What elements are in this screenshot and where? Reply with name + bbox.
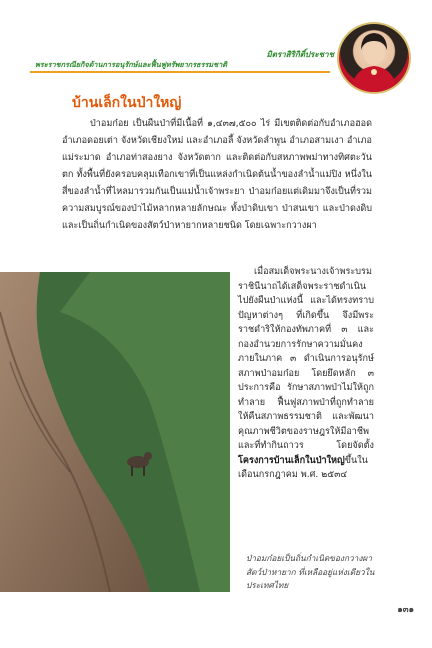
right-column-body: เมื่อสมเด็จพระนางเจ้าพระบรมราชินีนาถได้เสด็จพระราชดำเนินไปยังผืนป่าแห่งนี้ และได้ทรงทราบปัญหาต่างๆ ที่เกิดขึ้น จึงมีพระราชดำริให้กองทัพภาคที่ ๓ และกองอำนวยการรักษาความมั่นคงภายในภาค ๓ ดำเนินการอนุรักษ์สภาพป่าอมก๋อย โดยยึดหลัก ๓ ประการคือ รักษาสภาพป่าไม่ให้ถูกทำลาย ฟื้นฟูสภาพป่าที่ถูกทำลายให้คืนสภาพธรรมชาติ และพัฒนาคุณภาพชีวิตของราษฎรให้มีอาชีพและที่ทำกินถาวร โดยจัดตั้ง xyxy=(238,267,374,451)
header-rule xyxy=(30,71,330,73)
portrait-illustration xyxy=(339,24,409,92)
header-subtitle-line: พระราชกรณียกิจด้านการอนุรักษ์และฟื้นฟูทรัพยากรธรรมชาติ xyxy=(35,60,228,69)
photo-caption: ป่าอมก๋อยเป็นถิ่นกำเนิดของกวางผา สัตว์ป่าหายาก ที่เหลืออยู่แห่งเดียวในประเทศไทย xyxy=(246,553,375,590)
main-paragraph xyxy=(62,116,372,235)
mountain-cliff-illustration xyxy=(0,272,230,592)
project-name-bold: โครงการบ้านเล็กในป่าใหญ่ xyxy=(238,455,345,466)
right-column-tail: ขึ้นในเดือนกรกฎาคม พ.ศ. ๒๕๓๔ xyxy=(238,455,368,480)
right-column-text xyxy=(238,265,374,483)
header-title-line: มิตราสิริกิติ์ประชาช xyxy=(266,50,334,59)
main-paragraph-text: ป่าอมก๋อย เป็นผืนป่าที่มีเนื้อที่ ๑,๔๓๗,๕๐๐ ไร่ มีเขตติดต่อกับอำเภอฮอด อำเภอดอยเต่า จังหวัดเชียงใหม่ และอำเภอลี้ จังหวัดลำพูน อำเภอสามเงา อำเภอแม่ระมาด อำเภอท่าสองยาง จังหวัดตาก และติดต่อกับสหภาพพม่าทางทิศตะวันตก ทั้งพื้นที่ยังครอบคลุมเทือกเขาที่เป็นแหล่งกำเนิดต้นน้ำของลำน้ำแม่ปิง หนึ่งในสี่ของลำน้ำที่ไหลมารวมกันเป็นแม่น้ำเจ้าพระยา ป่าอมก๋อยแต่เดิมมาจึงเป็นที่รวมความสมบูรณ์ของป่าไม้หลากหลายลักษณะ ทั้งป่าดิบเขา ป่าสนเขา และป่าดงดิบ และเป็นถิ่นกำเนิดของสัตว์ป่าหายากหลายชนิด โดยเฉพาะกวางผา xyxy=(62,119,372,231)
portrait-image xyxy=(337,22,411,94)
right-column-paragraph xyxy=(238,265,374,483)
goral-photo xyxy=(0,272,230,592)
page-number: ๑๓๑ xyxy=(397,605,414,615)
section-title: บ้านเล็กในป่าใหญ่ xyxy=(72,95,182,111)
